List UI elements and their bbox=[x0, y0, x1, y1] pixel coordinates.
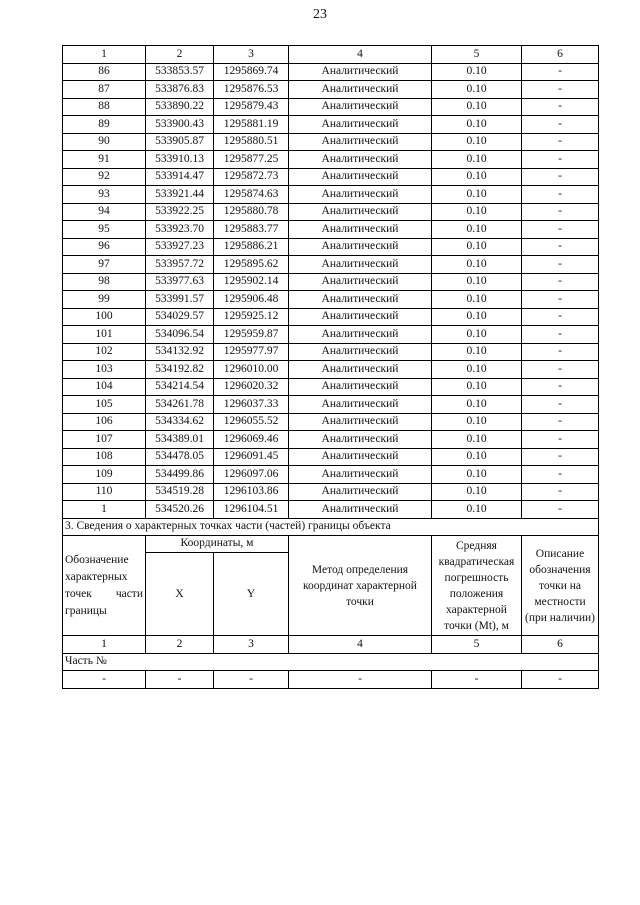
table-row bbox=[63, 186, 599, 204]
description-cell: - bbox=[522, 448, 599, 466]
y-cell: - bbox=[214, 671, 289, 689]
error-cell: 0.10 bbox=[432, 413, 522, 431]
y-cell: 1295877.25 bbox=[214, 151, 289, 169]
x-cell: - bbox=[146, 671, 214, 689]
designation-header bbox=[63, 536, 146, 636]
point-number-cell: 98 bbox=[63, 273, 146, 291]
y-cell: 1295879.43 bbox=[214, 98, 289, 116]
y-cell: 1296010.00 bbox=[214, 361, 289, 379]
table-row bbox=[63, 413, 599, 431]
error-cell: 0.10 bbox=[432, 273, 522, 291]
point-number-cell: 102 bbox=[63, 343, 146, 361]
method-cell: Аналитический bbox=[289, 466, 432, 484]
table-row bbox=[63, 501, 599, 519]
error-cell: - bbox=[432, 671, 522, 689]
x-cell: 533900.43 bbox=[146, 116, 214, 134]
method-cell: Аналитический bbox=[289, 151, 432, 169]
method-cell: Аналитический bbox=[289, 273, 432, 291]
method-cell: Аналитический bbox=[289, 326, 432, 344]
description-cell: - bbox=[522, 273, 599, 291]
coordinates-table-body bbox=[63, 46, 599, 689]
x-cell: 533910.13 bbox=[146, 151, 214, 169]
column-number-cell: 2 bbox=[146, 46, 214, 64]
error-cell: 0.10 bbox=[432, 238, 522, 256]
point-number-cell: 100 bbox=[63, 308, 146, 326]
method-cell: Аналитический bbox=[289, 448, 432, 466]
method-cell: Аналитический bbox=[289, 291, 432, 309]
y-cell: 1296091.45 bbox=[214, 448, 289, 466]
x-cell: 534096.54 bbox=[146, 326, 214, 344]
x-cell: 534519.28 bbox=[146, 483, 214, 501]
part-label-row bbox=[63, 653, 599, 671]
error-cell: 0.10 bbox=[432, 151, 522, 169]
description-cell: - bbox=[522, 256, 599, 274]
table-row bbox=[63, 396, 599, 414]
point-number-cell: 90 bbox=[63, 133, 146, 151]
description-cell: - bbox=[522, 431, 599, 449]
column-number-cell: 4 bbox=[289, 636, 432, 654]
designation-header-line: характерных bbox=[65, 570, 128, 583]
x-cell: 533923.70 bbox=[146, 221, 214, 239]
method-cell: Аналитический bbox=[289, 133, 432, 151]
table-row bbox=[63, 343, 599, 361]
error-cell: 0.10 bbox=[432, 221, 522, 239]
y-cell: 1296097.06 bbox=[214, 466, 289, 484]
description-cell: - bbox=[522, 151, 599, 169]
x-cell: 534520.26 bbox=[146, 501, 214, 519]
description-cell: - bbox=[522, 63, 599, 81]
part-label: Часть № bbox=[63, 653, 599, 671]
error-cell: 0.10 bbox=[432, 466, 522, 484]
error-cell: 0.10 bbox=[432, 431, 522, 449]
x-cell: 533921.44 bbox=[146, 186, 214, 204]
description-cell: - bbox=[522, 98, 599, 116]
method-cell: Аналитический bbox=[289, 256, 432, 274]
x-cell: 533957.72 bbox=[146, 256, 214, 274]
error-cell: 0.10 bbox=[432, 133, 522, 151]
error-cell: 0.10 bbox=[432, 291, 522, 309]
description-cell: - bbox=[522, 203, 599, 221]
error-cell: 0.10 bbox=[432, 168, 522, 186]
table-row bbox=[63, 238, 599, 256]
x-cell: 534261.78 bbox=[146, 396, 214, 414]
error-cell: 0.10 bbox=[432, 378, 522, 396]
method-cell: Аналитический bbox=[289, 396, 432, 414]
error-cell: 0.10 bbox=[432, 63, 522, 81]
error-header: Средняя квадратическая погрешность положения характерной точки (Mt), м bbox=[432, 536, 522, 636]
table-row bbox=[63, 308, 599, 326]
table-row bbox=[63, 81, 599, 99]
method-header: Метод определения координат характерной точки bbox=[289, 536, 432, 636]
y-cell: 1296055.52 bbox=[214, 413, 289, 431]
x-cell: 534192.82 bbox=[146, 361, 214, 379]
description-cell: - bbox=[522, 238, 599, 256]
x-cell: 533927.23 bbox=[146, 238, 214, 256]
y-cell: 1295959.87 bbox=[214, 326, 289, 344]
table-row bbox=[63, 151, 599, 169]
description-cell: - bbox=[522, 396, 599, 414]
section-title-row bbox=[63, 518, 599, 536]
point-number-cell: 105 bbox=[63, 396, 146, 414]
method-cell: Аналитический bbox=[289, 203, 432, 221]
table-row bbox=[63, 168, 599, 186]
column-number-cell: 3 bbox=[214, 46, 289, 64]
method-cell: Аналитический bbox=[289, 501, 432, 519]
point-number-cell: 110 bbox=[63, 483, 146, 501]
point-number-cell: 109 bbox=[63, 466, 146, 484]
designation-header-line bbox=[65, 586, 143, 603]
point-number-cell: 108 bbox=[63, 448, 146, 466]
point-number-cell: 103 bbox=[63, 361, 146, 379]
method-cell: Аналитический bbox=[289, 116, 432, 134]
table-row bbox=[63, 466, 599, 484]
error-cell: 0.10 bbox=[432, 308, 522, 326]
error-cell: 0.10 bbox=[432, 116, 522, 134]
point-number-cell: 91 bbox=[63, 151, 146, 169]
column-number-cell: 5 bbox=[432, 636, 522, 654]
point-number-cell: 106 bbox=[63, 413, 146, 431]
description-cell: - bbox=[522, 291, 599, 309]
method-cell: Аналитический bbox=[289, 238, 432, 256]
x-cell: 533876.83 bbox=[146, 81, 214, 99]
table-row bbox=[63, 116, 599, 134]
section3-header-row bbox=[63, 536, 599, 553]
description-cell: - bbox=[522, 168, 599, 186]
description-cell: - bbox=[522, 343, 599, 361]
y-cell: 1295880.51 bbox=[214, 133, 289, 151]
x-cell: 534029.57 bbox=[146, 308, 214, 326]
description-cell: - bbox=[522, 413, 599, 431]
method-cell: Аналитический bbox=[289, 343, 432, 361]
y-cell: 1296103.86 bbox=[214, 483, 289, 501]
point-number-cell: 87 bbox=[63, 81, 146, 99]
section3-column-numbers-row bbox=[63, 636, 599, 654]
x-cell: 533890.22 bbox=[146, 98, 214, 116]
x-header: X bbox=[146, 553, 214, 636]
y-cell: 1295874.63 bbox=[214, 186, 289, 204]
description-cell: - bbox=[522, 116, 599, 134]
column-number-cell: 1 bbox=[63, 636, 146, 654]
table-row bbox=[63, 291, 599, 309]
error-cell: 0.10 bbox=[432, 326, 522, 344]
error-cell: 0.10 bbox=[432, 361, 522, 379]
point-number-cell: 1 bbox=[63, 501, 146, 519]
x-cell: 533853.57 bbox=[146, 63, 214, 81]
designation-header-line: Обозначение bbox=[65, 553, 129, 566]
point-number-cell: 89 bbox=[63, 116, 146, 134]
method-cell: Аналитический bbox=[289, 81, 432, 99]
error-cell: 0.10 bbox=[432, 501, 522, 519]
table-row bbox=[63, 448, 599, 466]
page-number: 23 bbox=[313, 7, 327, 22]
error-cell: 0.10 bbox=[432, 186, 522, 204]
point-number-cell: 99 bbox=[63, 291, 146, 309]
error-cell: 0.10 bbox=[432, 256, 522, 274]
error-cell: 0.10 bbox=[432, 483, 522, 501]
y-cell: 1295977.97 bbox=[214, 343, 289, 361]
method-cell: Аналитический bbox=[289, 378, 432, 396]
x-cell: 534478.05 bbox=[146, 448, 214, 466]
error-cell: 0.10 bbox=[432, 396, 522, 414]
table-row bbox=[63, 98, 599, 116]
method-cell: Аналитический bbox=[289, 361, 432, 379]
y-cell: 1296104.51 bbox=[214, 501, 289, 519]
description-cell: - bbox=[522, 186, 599, 204]
x-cell: 534132.92 bbox=[146, 343, 214, 361]
method-cell: Аналитический bbox=[289, 98, 432, 116]
y-cell: 1295902.14 bbox=[214, 273, 289, 291]
point-number-cell: 97 bbox=[63, 256, 146, 274]
error-cell: 0.10 bbox=[432, 98, 522, 116]
designation-header-word: части bbox=[115, 587, 143, 600]
y-cell: 1295906.48 bbox=[214, 291, 289, 309]
y-cell: 1296020.32 bbox=[214, 378, 289, 396]
column-number-cell: 4 bbox=[289, 46, 432, 64]
coordinates-table bbox=[62, 45, 599, 689]
y-cell: 1295880.78 bbox=[214, 203, 289, 221]
table-row bbox=[63, 273, 599, 291]
y-cell: 1295925.12 bbox=[214, 308, 289, 326]
method-cell: Аналитический bbox=[289, 168, 432, 186]
description-header: Описание обозначения точки на местности (при наличии) bbox=[522, 536, 599, 636]
y-cell: 1295883.77 bbox=[214, 221, 289, 239]
point-number-cell: 96 bbox=[63, 238, 146, 256]
description-cell: - bbox=[522, 671, 599, 689]
table-row bbox=[63, 256, 599, 274]
y-cell: 1296037.33 bbox=[214, 396, 289, 414]
method-cell: Аналитический bbox=[289, 483, 432, 501]
error-cell: 0.10 bbox=[432, 203, 522, 221]
column-number-cell: 5 bbox=[432, 46, 522, 64]
designation-header-word: точек bbox=[65, 587, 92, 600]
table-row bbox=[63, 326, 599, 344]
point-number-cell: 88 bbox=[63, 98, 146, 116]
column-number-cell: 1 bbox=[63, 46, 146, 64]
table-row bbox=[63, 63, 599, 81]
column-number-cell: 6 bbox=[522, 636, 599, 654]
column-number-cell: 2 bbox=[146, 636, 214, 654]
y-cell: 1296069.46 bbox=[214, 431, 289, 449]
x-cell: 533914.47 bbox=[146, 168, 214, 186]
point-number-cell: 95 bbox=[63, 221, 146, 239]
point-number-cell: 101 bbox=[63, 326, 146, 344]
point-number-cell: 107 bbox=[63, 431, 146, 449]
description-cell: - bbox=[522, 361, 599, 379]
x-cell: 534389.01 bbox=[146, 431, 214, 449]
description-cell: - bbox=[522, 501, 599, 519]
description-cell: - bbox=[522, 81, 599, 99]
description-cell: - bbox=[522, 378, 599, 396]
method-cell: Аналитический bbox=[289, 431, 432, 449]
x-cell: 533905.87 bbox=[146, 133, 214, 151]
table-row bbox=[63, 133, 599, 151]
point-number-cell: 94 bbox=[63, 203, 146, 221]
section-title: 3. Сведения о характерных точках части (частей) границы объекта bbox=[63, 518, 599, 536]
description-cell: - bbox=[522, 326, 599, 344]
error-cell: 0.10 bbox=[432, 343, 522, 361]
y-cell: 1295869.74 bbox=[214, 63, 289, 81]
method-cell: Аналитический bbox=[289, 413, 432, 431]
method-cell: Аналитический bbox=[289, 186, 432, 204]
method-cell: Аналитический bbox=[289, 308, 432, 326]
column-number-cell: 3 bbox=[214, 636, 289, 654]
point-number-cell: 93 bbox=[63, 186, 146, 204]
method-cell: Аналитический bbox=[289, 221, 432, 239]
x-cell: 533991.57 bbox=[146, 291, 214, 309]
x-cell: 534499.86 bbox=[146, 466, 214, 484]
table-row bbox=[63, 483, 599, 501]
method-cell: Аналитический bbox=[289, 63, 432, 81]
y-header: Y bbox=[214, 553, 289, 636]
y-cell: 1295872.73 bbox=[214, 168, 289, 186]
y-cell: 1295881.19 bbox=[214, 116, 289, 134]
y-cell: 1295895.62 bbox=[214, 256, 289, 274]
table-row bbox=[63, 431, 599, 449]
y-cell: 1295886.21 bbox=[214, 238, 289, 256]
description-cell: - bbox=[522, 221, 599, 239]
x-cell: 534214.54 bbox=[146, 378, 214, 396]
description-cell: - bbox=[522, 466, 599, 484]
point-number-cell: - bbox=[63, 671, 146, 689]
table-row bbox=[63, 671, 599, 689]
x-cell: 534334.62 bbox=[146, 413, 214, 431]
column-number-cell: 6 bbox=[522, 46, 599, 64]
error-cell: 0.10 bbox=[432, 81, 522, 99]
description-cell: - bbox=[522, 308, 599, 326]
table-row bbox=[63, 203, 599, 221]
table-row bbox=[63, 221, 599, 239]
error-cell: 0.10 bbox=[432, 448, 522, 466]
table-column-numbers-row bbox=[63, 46, 599, 64]
method-cell: - bbox=[289, 671, 432, 689]
description-cell: - bbox=[522, 133, 599, 151]
y-cell: 1295876.53 bbox=[214, 81, 289, 99]
x-cell: 533977.63 bbox=[146, 273, 214, 291]
point-number-cell: 92 bbox=[63, 168, 146, 186]
table-row bbox=[63, 378, 599, 396]
coordinates-header: Координаты, м bbox=[146, 536, 289, 553]
description-cell: - bbox=[522, 483, 599, 501]
point-number-cell: 86 bbox=[63, 63, 146, 81]
designation-header-line: границы bbox=[65, 604, 107, 617]
table-row bbox=[63, 361, 599, 379]
point-number-cell: 104 bbox=[63, 378, 146, 396]
x-cell: 533922.25 bbox=[146, 203, 214, 221]
